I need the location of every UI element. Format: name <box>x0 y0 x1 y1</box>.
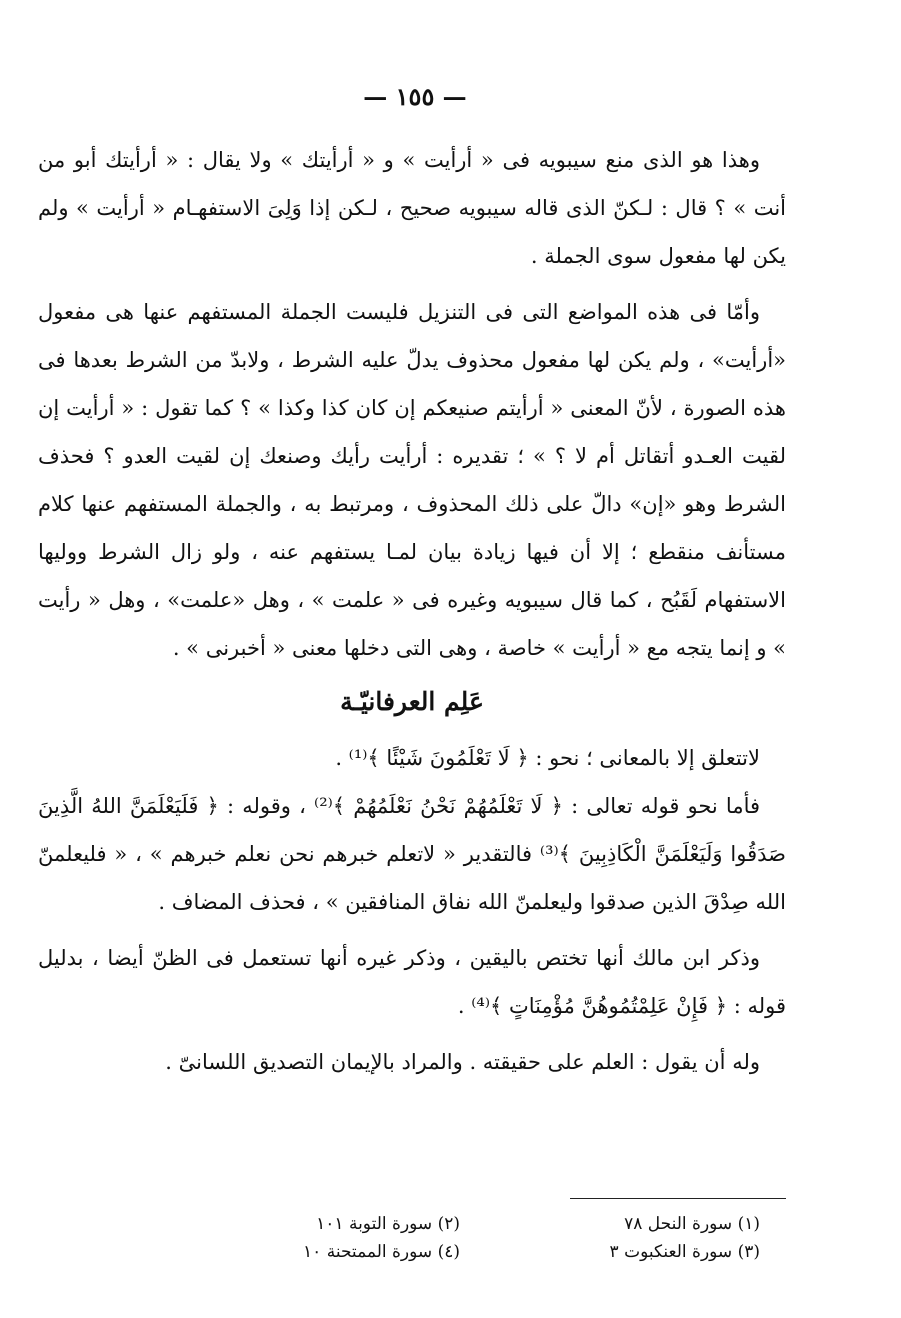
paragraph-tanzil: وأمّا فى هذه المواضع التى فى التنزيل فليست الجملة المستفهم عنها هى مفعول «أرأيت» ، ولم يكن لها مفعول محذوف يدلّ عليه الشرط ، ولابدّ من الشرط بعدها فى هذه الصورة ، لأنّ المعنى « أرأيتم صنيعكم إن كان كذا وكذا » ؟ كما تقول : « أرأيت إن لقيت العـدو أتقاتل أم لا ؟ » ؛ تقديره : أرأيت رأيك وصنعك إن لقيت العدو ؟ فحذف الشرط وهو «إن» دالّ على ذلك المحذوف ، ومرتبط به ، والجملة المستفهم عنها كلام مستأنف منقطع ؛ إلا أن فيها زيادة بيان لمـا يستفهم عنه ، ولو زال الشرط ووليها الاستفهام لَقَبُح ، كما قال سيبويه وغيره فى « علمت » ، وهل «علمت» ، وهل « رأيت » و إنما يتجه مع « أرأيت » خاصة ، وهى التى دخلها معنى « أخبرنى » . <box>38 300 786 660</box>
footnotes <box>160 1212 760 1264</box>
paragraph-conclusion: وله أن يقول : العلم على حقيقته . والمراد بالإيمان التصديق اللسانىّ . <box>165 1050 760 1074</box>
paragraph-meanings: لاتتعلق إلا بالمعانى ؛ نحو : ﴿ لَا تَعْلَمُونَ شَيْئًا ﴾⁽¹⁾ . <box>335 746 760 770</box>
paragraph-examples: فأما نحو قوله تعالى : ﴿ لَا تَعْلَمُهُمْ نَحْنُ نَعْلَمُهُمْ ﴾⁽²⁾ ، وقوله : ﴿ فَلَيَعْلَمَنَّ اللهُ الَّذِينَ صَدَقُوا وَلَيَعْلَمَنَّ الْكَاذِبِينَ ﴾⁽³⁾ فالتقدير « لاتعلم خبرهم نحن نعلم خبرهم » ، « فليعلمنّ الله صِدْقَ الذين صدقوا وليعلمنّ الله نفاق المنافقين » ، فحذف المضاف . <box>38 794 787 914</box>
footnote-2: (٢) سورة التوبة ١٠١ <box>316 1214 460 1234</box>
footnote-divider <box>570 1198 786 1199</box>
footnote-1: (١) سورة النحل ٧٨ <box>624 1214 760 1234</box>
footnote-4: (٤) سورة الممتحنة ١٠ <box>303 1242 460 1262</box>
paragraph-sibawayh: وهذا هو الذى منع سيبويه فى « أرأيت » و « أرأيتك » ولا يقال : « أرأيتك أبو من أنت » ؟ قال : لـكنّ الذى قاله سيبويه صحيح ، لـكن إذا وَلِىَ الاستفهـام « أرأيت » ولم يكن لها مفعول سوى الجملة . <box>38 148 786 268</box>
footnote-3: (٣) سورة العنكبوت ٣ <box>609 1242 760 1262</box>
paragraph-ibn-malik: وذكر ابن مالك أنها تختص باليقين ، وذكر غيره أنها تستعمل فى الظنّ أيضا ، بدليل قوله : ﴿ فَإِنْ عَلِمْتُمُوهُنَّ مُؤْمِنَاتٍ ﴾⁽⁴⁾ . <box>38 946 786 1018</box>
section-heading: عَلِم العرفانيّـة <box>340 687 484 716</box>
body-text <box>38 136 786 1086</box>
page-number: — ١٥٥ — <box>363 82 467 111</box>
